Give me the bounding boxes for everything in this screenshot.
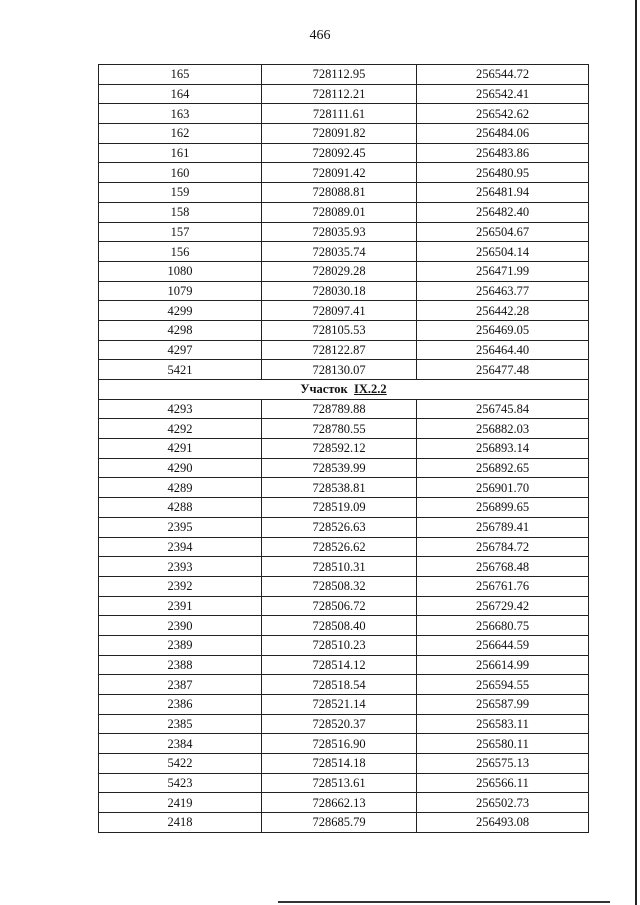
y-coordinate-cell: 256483.86: [417, 143, 589, 163]
point-number-cell: 2418: [99, 813, 262, 833]
point-number-cell: 157: [99, 222, 262, 242]
point-number-cell: 5422: [99, 754, 262, 774]
page-number: 466: [309, 28, 331, 43]
point-number-cell: 4298: [99, 320, 262, 340]
y-coordinate-cell: 256892.65: [417, 458, 589, 478]
table-row: [99, 793, 589, 813]
x-coordinate-cell: 728521.14: [262, 695, 417, 715]
table-row: [99, 124, 589, 144]
point-number-cell: 158: [99, 202, 262, 222]
table-row: [99, 458, 589, 478]
table-row: [99, 202, 589, 222]
point-number-cell: 2385: [99, 714, 262, 734]
section-heading: [99, 380, 589, 400]
x-coordinate-cell: 728685.79: [262, 813, 417, 833]
table-row: [99, 419, 589, 439]
x-coordinate-cell: 728519.09: [262, 498, 417, 518]
table-row: [99, 222, 589, 242]
table-row: [99, 242, 589, 262]
y-coordinate-cell: 256789.41: [417, 517, 589, 537]
table-row: [99, 301, 589, 321]
point-number-cell: 165: [99, 65, 262, 85]
y-coordinate-cell: 256481.94: [417, 183, 589, 203]
y-coordinate-cell: 256484.06: [417, 124, 589, 144]
coordinates-table-body: [99, 65, 589, 833]
point-number-cell: 2389: [99, 635, 262, 655]
y-coordinate-cell: 256575.13: [417, 754, 589, 774]
x-coordinate-cell: 728592.12: [262, 439, 417, 459]
x-coordinate-cell: 728030.18: [262, 281, 417, 301]
point-number-cell: 4288: [99, 498, 262, 518]
table-row: [99, 773, 589, 793]
table-row: [99, 517, 589, 537]
table-row: [99, 183, 589, 203]
table-row: [99, 104, 589, 124]
table-row: [99, 635, 589, 655]
y-coordinate-cell: 256493.08: [417, 813, 589, 833]
y-coordinate-cell: 256784.72: [417, 537, 589, 557]
point-number-cell: 2395: [99, 517, 262, 537]
table-row: [99, 675, 589, 695]
x-coordinate-cell: 728538.81: [262, 478, 417, 498]
coordinates-table: [98, 64, 589, 833]
y-coordinate-cell: 256580.11: [417, 734, 589, 754]
x-coordinate-cell: 728526.63: [262, 517, 417, 537]
point-number-cell: 160: [99, 163, 262, 183]
x-coordinate-cell: 728508.40: [262, 616, 417, 636]
x-coordinate-cell: 728112.21: [262, 84, 417, 104]
table-row: [99, 84, 589, 104]
table-row: [99, 498, 589, 518]
x-coordinate-cell: 728088.81: [262, 183, 417, 203]
point-number-cell: 4292: [99, 419, 262, 439]
section-label: Участок: [300, 382, 348, 397]
table-row: [99, 478, 589, 498]
table-row: [99, 616, 589, 636]
point-number-cell: 156: [99, 242, 262, 262]
table-row: [99, 714, 589, 734]
point-number-cell: 4290: [99, 458, 262, 478]
table-row: [99, 340, 589, 360]
x-coordinate-cell: 728662.13: [262, 793, 417, 813]
x-coordinate-cell: 728518.54: [262, 675, 417, 695]
table-row: [99, 695, 589, 715]
point-number-cell: 1079: [99, 281, 262, 301]
table-row: [99, 439, 589, 459]
point-number-cell: 2386: [99, 695, 262, 715]
y-coordinate-cell: 256463.77: [417, 281, 589, 301]
x-coordinate-cell: 728092.45: [262, 143, 417, 163]
y-coordinate-cell: 256893.14: [417, 439, 589, 459]
y-coordinate-cell: 256469.05: [417, 320, 589, 340]
table-row: [99, 261, 589, 281]
point-number-cell: 2392: [99, 576, 262, 596]
point-number-cell: 2419: [99, 793, 262, 813]
point-number-cell: 4289: [99, 478, 262, 498]
x-coordinate-cell: 728097.41: [262, 301, 417, 321]
y-coordinate-cell: 256504.14: [417, 242, 589, 262]
section-heading-row: [99, 380, 589, 400]
x-coordinate-cell: 728514.12: [262, 655, 417, 675]
y-coordinate-cell: 256502.73: [417, 793, 589, 813]
table-row: [99, 143, 589, 163]
table-row: [99, 399, 589, 419]
y-coordinate-cell: 256680.75: [417, 616, 589, 636]
point-number-cell: 2393: [99, 557, 262, 577]
point-number-cell: 159: [99, 183, 262, 203]
scan-border-bottom: [278, 901, 610, 903]
x-coordinate-cell: 728789.88: [262, 399, 417, 419]
y-coordinate-cell: 256901.70: [417, 478, 589, 498]
y-coordinate-cell: 256504.67: [417, 222, 589, 242]
point-number-cell: 163: [99, 104, 262, 124]
point-number-cell: 2390: [99, 616, 262, 636]
x-coordinate-cell: 728112.95: [262, 65, 417, 85]
y-coordinate-cell: 256542.62: [417, 104, 589, 124]
y-coordinate-cell: 256542.41: [417, 84, 589, 104]
y-coordinate-cell: 256442.28: [417, 301, 589, 321]
point-number-cell: 2391: [99, 596, 262, 616]
y-coordinate-cell: 256471.99: [417, 261, 589, 281]
x-coordinate-cell: 728029.28: [262, 261, 417, 281]
table-row: [99, 320, 589, 340]
x-coordinate-cell: 728526.62: [262, 537, 417, 557]
table-row: [99, 163, 589, 183]
y-coordinate-cell: 256587.99: [417, 695, 589, 715]
point-number-cell: 5423: [99, 773, 262, 793]
y-coordinate-cell: 256482.40: [417, 202, 589, 222]
x-coordinate-cell: 728510.23: [262, 635, 417, 655]
table-row: [99, 65, 589, 85]
y-coordinate-cell: 256566.11: [417, 773, 589, 793]
y-coordinate-cell: 256480.95: [417, 163, 589, 183]
y-coordinate-cell: 256899.65: [417, 498, 589, 518]
y-coordinate-cell: 256594.55: [417, 675, 589, 695]
x-coordinate-cell: 728091.82: [262, 124, 417, 144]
x-coordinate-cell: 728516.90: [262, 734, 417, 754]
table-row: [99, 813, 589, 833]
table-row: [99, 596, 589, 616]
section-code: IX.2.2: [354, 382, 387, 397]
y-coordinate-cell: 256614.99: [417, 655, 589, 675]
x-coordinate-cell: 728122.87: [262, 340, 417, 360]
x-coordinate-cell: 728780.55: [262, 419, 417, 439]
y-coordinate-cell: 256477.48: [417, 360, 589, 380]
table-row: [99, 281, 589, 301]
point-number-cell: 4291: [99, 439, 262, 459]
x-coordinate-cell: 728130.07: [262, 360, 417, 380]
point-number-cell: 1080: [99, 261, 262, 281]
y-coordinate-cell: 256761.76: [417, 576, 589, 596]
y-coordinate-cell: 256644.59: [417, 635, 589, 655]
table-row: [99, 754, 589, 774]
y-coordinate-cell: 256768.48: [417, 557, 589, 577]
y-coordinate-cell: 256729.42: [417, 596, 589, 616]
point-number-cell: 164: [99, 84, 262, 104]
point-number-cell: 4299: [99, 301, 262, 321]
table-row: [99, 360, 589, 380]
point-number-cell: 2387: [99, 675, 262, 695]
x-coordinate-cell: 728035.74: [262, 242, 417, 262]
x-coordinate-cell: 728105.53: [262, 320, 417, 340]
x-coordinate-cell: 728520.37: [262, 714, 417, 734]
table-row: [99, 537, 589, 557]
x-coordinate-cell: 728539.99: [262, 458, 417, 478]
point-number-cell: 4297: [99, 340, 262, 360]
x-coordinate-cell: 728035.93: [262, 222, 417, 242]
table-row: [99, 557, 589, 577]
table-row: [99, 655, 589, 675]
y-coordinate-cell: 256882.03: [417, 419, 589, 439]
x-coordinate-cell: 728508.32: [262, 576, 417, 596]
table-row: [99, 576, 589, 596]
y-coordinate-cell: 256544.72: [417, 65, 589, 85]
x-coordinate-cell: 728513.61: [262, 773, 417, 793]
x-coordinate-cell: 728506.72: [262, 596, 417, 616]
point-number-cell: 2388: [99, 655, 262, 675]
x-coordinate-cell: 728510.31: [262, 557, 417, 577]
y-coordinate-cell: 256583.11: [417, 714, 589, 734]
y-coordinate-cell: 256464.40: [417, 340, 589, 360]
point-number-cell: 5421: [99, 360, 262, 380]
x-coordinate-cell: 728089.01: [262, 202, 417, 222]
point-number-cell: 2384: [99, 734, 262, 754]
point-number-cell: 2394: [99, 537, 262, 557]
point-number-cell: 161: [99, 143, 262, 163]
y-coordinate-cell: 256745.84: [417, 399, 589, 419]
x-coordinate-cell: 728111.61: [262, 104, 417, 124]
x-coordinate-cell: 728514.18: [262, 754, 417, 774]
scan-border-right: [635, 0, 637, 905]
x-coordinate-cell: 728091.42: [262, 163, 417, 183]
table-row: [99, 734, 589, 754]
point-number-cell: 4293: [99, 399, 262, 419]
point-number-cell: 162: [99, 124, 262, 144]
